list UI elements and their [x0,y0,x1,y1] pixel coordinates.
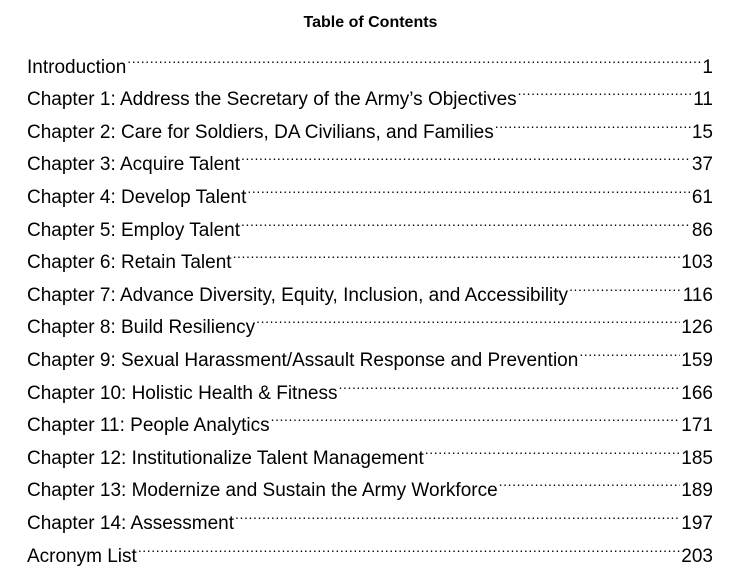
toc-entry-label: Chapter 2: Care for Soldiers, DA Civilians, and Families [27,117,494,150]
toc-entry-page: 185 [681,443,713,476]
dot-leader [138,529,680,562]
toc-entry-page: 103 [681,247,713,280]
dot-leader [425,431,681,464]
toc-entry-label: Chapter 8: Build Resiliency [27,312,255,345]
toc-entry-page: 11 [693,84,713,117]
toc-entry-page: 171 [681,410,713,443]
toc-list [27,40,713,562]
toc-entry-page: 203 [681,541,713,573]
toc-title: Table of Contents [0,13,741,33]
toc-entry-label: Chapter 1: Address the Secretary of the Army’s Objectives [27,84,517,117]
dot-leader [518,73,693,106]
toc-entry-label: Chapter 4: Develop Talent [27,182,246,215]
dot-leader [271,399,681,432]
toc-entry-page: 189 [681,475,713,508]
dot-leader [233,236,681,269]
toc-entry-page: 86 [692,215,713,248]
dot-leader [579,333,680,366]
dot-leader [338,366,680,399]
toc-entry-label: Chapter 5: Employ Talent [27,215,240,248]
dot-leader [256,301,680,334]
toc-entry-label: Chapter 11: People Analytics [27,410,270,443]
toc-entry-page: 126 [681,312,713,345]
dot-leader [247,170,691,203]
toc-entry-page: 61 [692,182,713,215]
toc-entry-page: 159 [681,345,713,378]
toc-entry-label: Chapter 12: Institutionalize Talent Management [27,443,424,476]
toc-entry-label: Chapter 7: Advance Diversity, Equity, Inclusion, and Accessibility [27,280,568,313]
dot-leader [499,464,681,497]
toc-entry-label: Chapter 3: Acquire Talent [27,149,240,182]
dot-leader [495,105,691,138]
toc-entry-introduction[interactable] [27,40,713,73]
toc-entry-label: Introduction [27,52,126,85]
dot-leader [127,40,701,73]
toc-entry-label: Chapter 10: Holistic Health & Fitness [27,378,337,411]
toc-entry-chapter-1[interactable] [27,73,713,106]
toc-entry-page: 1 [702,52,713,85]
toc-entry-page: 166 [681,378,713,411]
dot-leader [569,268,682,301]
toc-entry-label: Acronym List [27,541,137,573]
toc-entry-label: Chapter 13: Modernize and Sustain the Army Workforce [27,475,498,508]
toc-entry-label: Chapter 9: Sexual Harassment/Assault Response and Prevention [27,345,578,378]
dot-leader [241,203,691,236]
dot-leader [235,496,680,529]
toc-entry-label: Chapter 14: Assessment [27,508,234,541]
toc-entry-page: 15 [692,117,713,150]
toc-entry-page: 37 [692,149,713,182]
toc-entry-page: 116 [683,280,713,313]
dot-leader [241,138,691,171]
toc-entry-label: Chapter 6: Retain Talent [27,247,232,280]
toc-entry-page: 197 [681,508,713,541]
